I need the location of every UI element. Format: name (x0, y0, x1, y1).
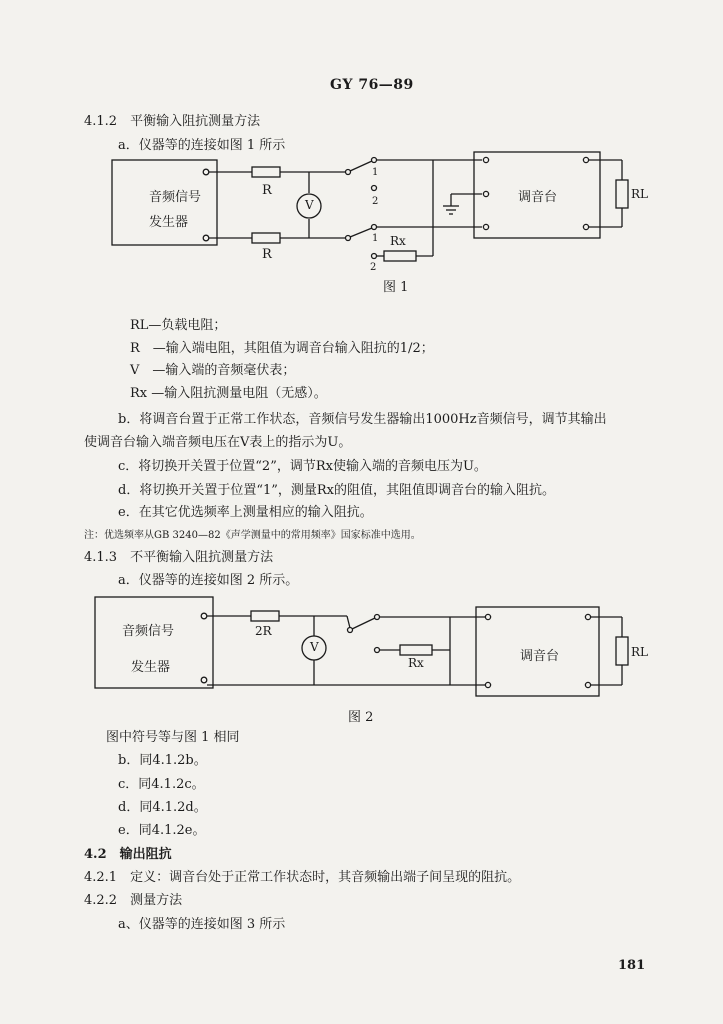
fig2-load-resistor (616, 637, 628, 665)
standard-code: GY 76—89 (330, 77, 414, 93)
step-e: e．在其它优选频率上测量相应的输入阻抗。 (118, 505, 373, 520)
section-4-1-2-title: 4.1.2 平衡输入阻抗测量方法 (84, 114, 261, 129)
fig1-console-label: 调音台 (518, 190, 558, 205)
page-number: 181 (618, 958, 646, 973)
step2-c: c．同4.1.2c。 (118, 777, 205, 792)
legend-rx: Rx —输入阻抗测量电阻（无感）。 (130, 386, 327, 401)
fig2-rx-label: Rx (408, 656, 424, 670)
step-a-fig3: a、仪器等的连接如图 3 所示 (118, 917, 286, 932)
step-b-line1: b．将调音台置于正常工作状态，音频信号发生器输出1000Hz音频信号，调节其输出 (118, 412, 607, 427)
fig1-rl-label: RL (631, 187, 649, 201)
fig2-generator-label-1: 音频信号 (122, 624, 175, 639)
step2-d: d．同4.1.2d。 (118, 800, 207, 815)
fig1-r-bottom-label: R (262, 247, 272, 262)
fig1-caption: 图 1 (383, 280, 409, 295)
fig1-load-resistor (616, 180, 628, 208)
step2-e: e．同4.1.2e。 (118, 823, 206, 838)
fig2-rl-label: RL (631, 645, 649, 659)
fig1-generator-label-1: 音频信号 (149, 190, 202, 205)
note-preferred-freq: 注：优选频率从GB 3240—82《声学测量中的常用频率》国家标准中选用。 (84, 530, 421, 541)
fig1-resistor-bottom (252, 233, 280, 243)
section-4-2-2-title: 4.2.2 测量方法 (84, 893, 183, 908)
section-4-1-3-title: 4.1.3 不平衡输入阻抗测量方法 (84, 550, 274, 565)
fig2-generator-label-2: 发生器 (131, 660, 171, 675)
legend-rl: RL—负载电阻； (130, 318, 227, 333)
fig2-resistor-rx (400, 645, 432, 655)
step-d: d．将切换开关置于位置“1”，测量Rx的阻值，其阻值即调音台的输入阻抗。 (118, 483, 556, 498)
fig1-rx-label: Rx (390, 234, 406, 248)
fig1-resistor-top (252, 167, 280, 177)
step-a-fig2: a．仪器等的连接如图 2 所示。 (118, 573, 299, 588)
legend-r: R —输入端电阻，其阻值为调音台输入阻抗的1/2； (130, 341, 434, 356)
fig2-console-label: 调音台 (520, 649, 560, 664)
step2-b: b．同4.1.2b。 (118, 753, 207, 768)
step-a-fig1: a．仪器等的连接如图 1 所示 (118, 138, 286, 153)
fig1-sw2-pos1: 1 (372, 233, 379, 244)
fig1-generator-label-2: 发生器 (149, 215, 189, 230)
fig2-voltmeter-label: V (310, 640, 319, 654)
fig1-resistor-rx (384, 251, 416, 261)
step-c: c．将切换开关置于位置“2”，调节Rx使输入端的音频电压为U。 (118, 459, 487, 474)
fig1-sw2-pos2: 2 (370, 262, 377, 273)
legend-v: V —输入端的音频毫伏表； (130, 363, 296, 378)
fig2-caption: 图 2 (348, 710, 374, 725)
fig2-symbols-note: 图中符号等与图 1 相同 (106, 730, 240, 745)
step-b-line2: 使调音台输入端音频电压在V表上的指示为U。 (84, 435, 352, 450)
fig1-sw1-pos2: 2 (372, 196, 379, 207)
section-4-2-1-def: 4.2.1 定义：调音台处于正常工作状态时，其音频输出端子间呈现的阻抗。 (84, 870, 521, 885)
fig2-resistor-2r (251, 611, 279, 621)
fig1-voltmeter-label: V (305, 198, 314, 212)
fig2-2r-label: 2R (255, 624, 272, 638)
fig1-r-top-label: R (262, 183, 272, 198)
section-4-2-title: 4.2 输出阻抗 (84, 847, 172, 862)
fig1-sw1-pos1: 1 (372, 167, 379, 178)
